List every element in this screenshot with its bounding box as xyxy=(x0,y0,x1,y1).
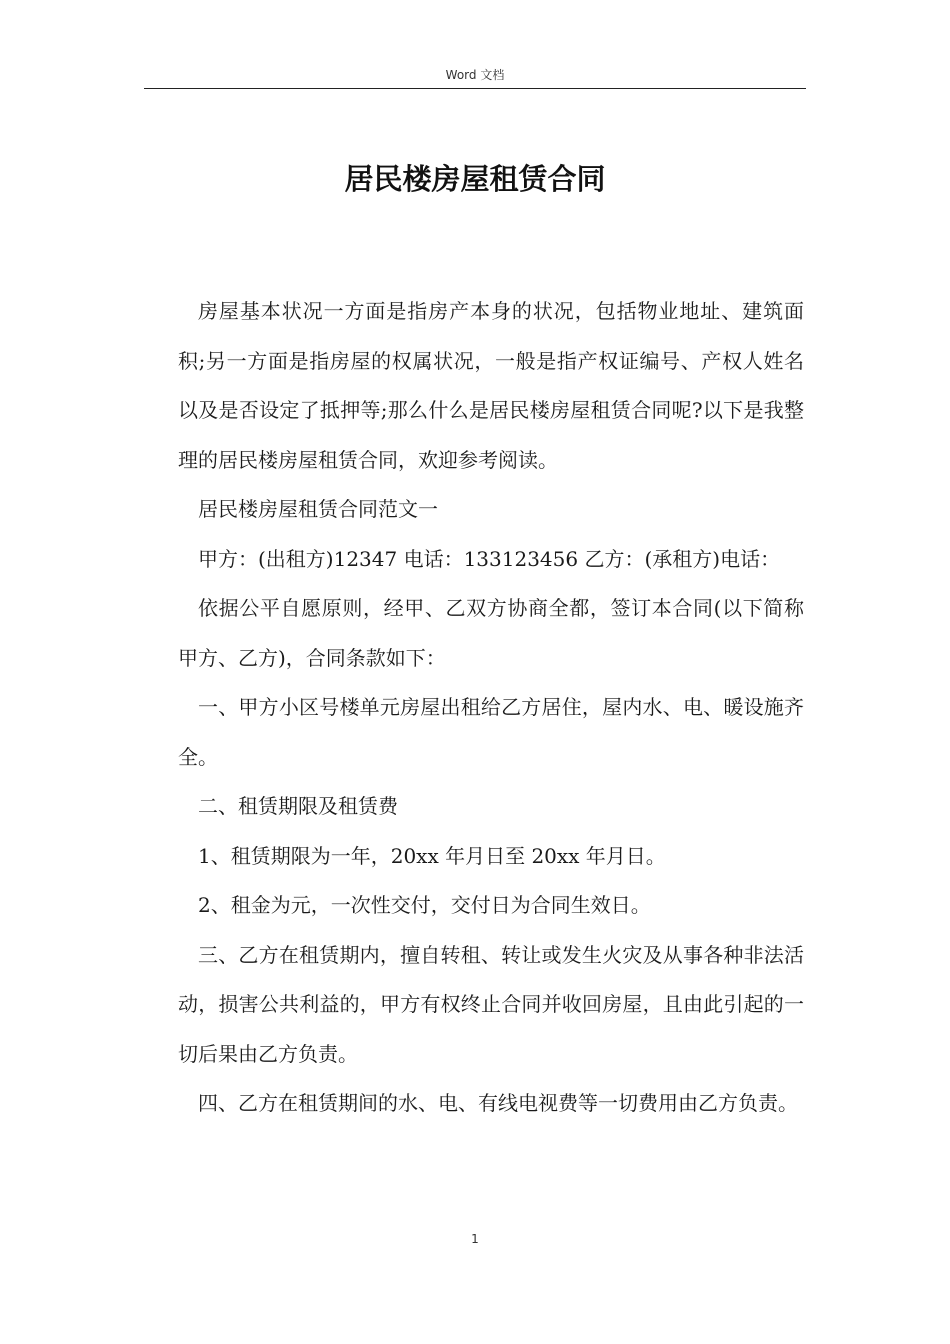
page-number: 1 xyxy=(471,1232,479,1246)
page-header: Word 文档 xyxy=(445,68,505,82)
clause-two-item-two: 2、租金为元，一次性交付，交付日为合同生效日。 xyxy=(198,893,651,917)
parties-line: 甲方：(出租方)12347 电话：133123456 乙方：(承租方)电话： xyxy=(198,546,781,571)
header-divider xyxy=(144,88,806,89)
section-heading-sample-one: 居民楼房屋租赁合同范文一 xyxy=(198,497,438,521)
clause-two-heading: 二、租赁期限及租赁费 xyxy=(198,794,398,818)
document-title: 居民楼房屋租赁合同 xyxy=(344,162,606,196)
document-body xyxy=(178,287,804,1129)
clause-three: 三、乙方在租赁期内，擅自转租、转让或发生火灾及从事各种非法活动，损害公共利益的，甲方有权终止合同并收回房屋，且由此引起的一切后果由乙方负责。 xyxy=(178,942,804,1066)
clause-two-item-one: 1、租赁期限为一年，20xx 年月日至 20xx 年月日。 xyxy=(198,843,666,868)
intro-paragraph: 房屋基本状况一方面是指房产本身的状况，包括物业地址、建筑面积;另一方面是指房屋的权属状况，一般是指产权证编号、产权人姓名以及是否设定了抵押等;那么什么是居民楼房屋租赁合同呢?以下是我整理的居民楼房屋租赁合同，欢迎参考阅读。 xyxy=(178,299,804,472)
clause-one: 一、甲方小区号楼单元房屋出租给乙方居住，屋内水、电、暖设施齐全。 xyxy=(178,695,804,769)
agreement-preamble: 依据公平自愿原则，经甲、乙双方协商全都，签订本合同(以下简称甲方、乙方)，合同条款如下： xyxy=(178,596,804,670)
clause-four: 四、乙方在租赁期间的水、电、有线电视费等一切费用由乙方负责。 xyxy=(198,1091,798,1115)
